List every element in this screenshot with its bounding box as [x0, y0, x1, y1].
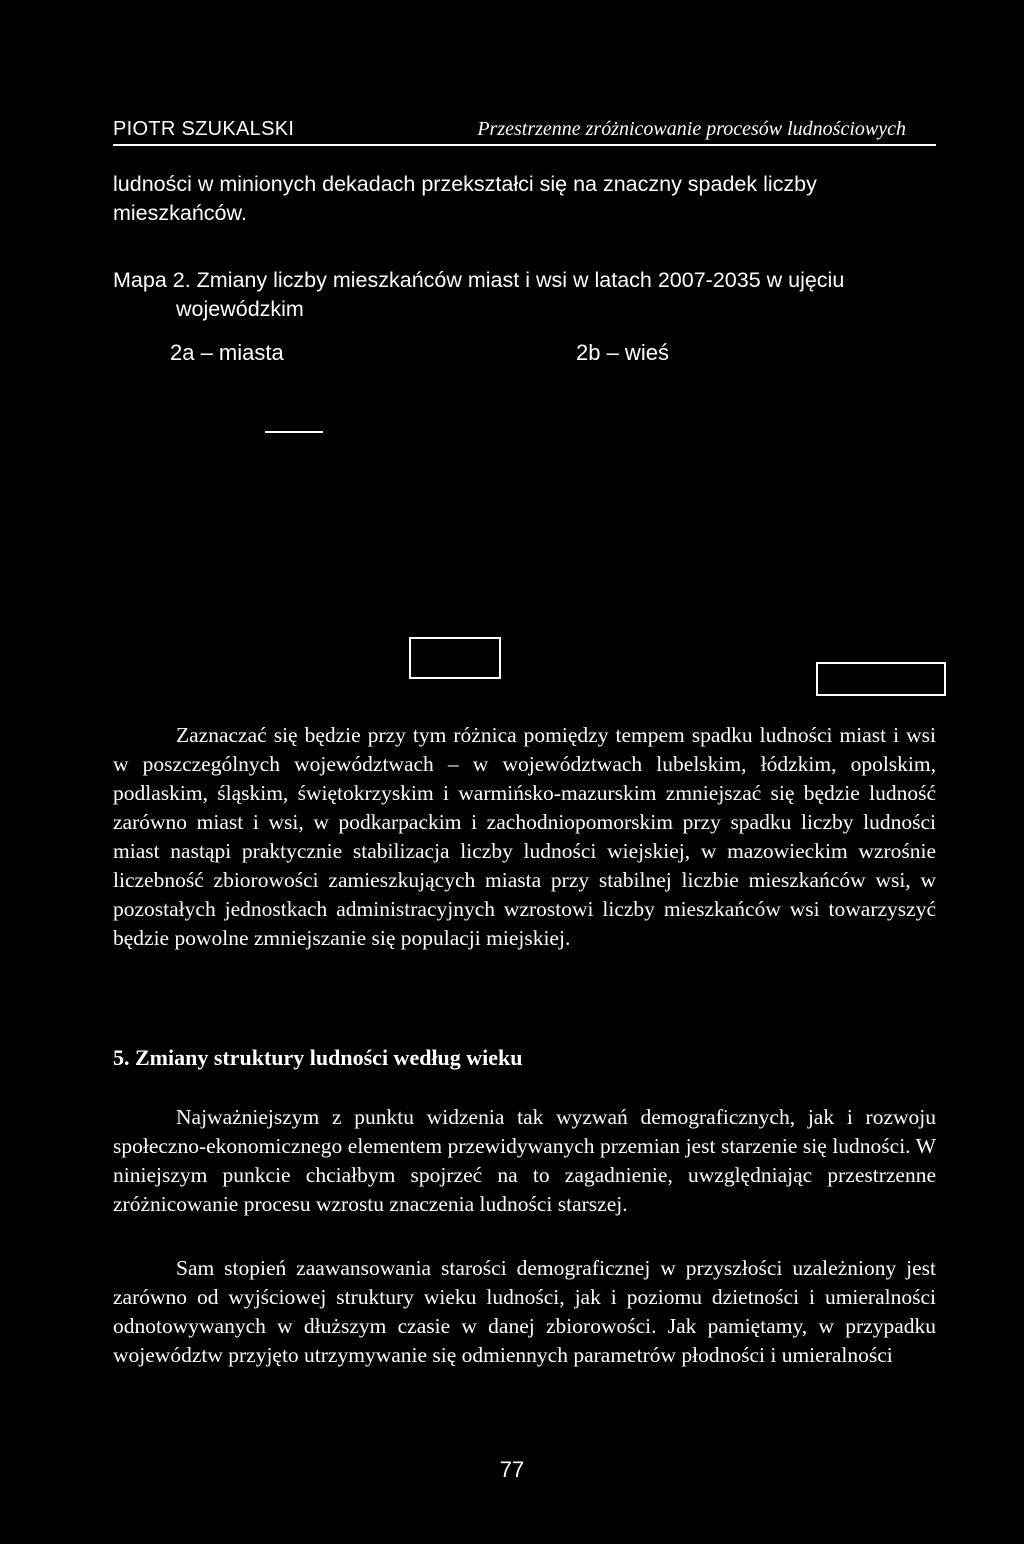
map-caption — [113, 266, 936, 324]
map-caption-line1: Mapa 2. Zmiany liczby mieszkańców miast i wsi w latach 2007-2035 w ujęciu — [113, 268, 845, 292]
header-author: PIOTR SZUKALSKI — [113, 118, 295, 140]
map-figure — [113, 390, 936, 710]
section-paragraph-2: Sam stopień zaawansowania starości demograficznej w przyszłości uzależniony jest zarówno od wyjściowej struktury wieku ludności, jak i poziomu dzietności i umieralności odnotowywanych w dłuższym czasie w danej zbiorowości. Jak pamiętamy, w przypadku województw przyjęto utrzymywanie się odmiennych parametrów płodności i umieralności — [113, 1256, 936, 1367]
map-caption-line2: wojewódzkim — [176, 297, 304, 321]
page-number: 77 — [499, 1457, 525, 1482]
map-label-villages: 2b – wieś — [576, 340, 669, 365]
running-header — [113, 112, 936, 146]
intro-paragraph: ludności w minionych dekadach przekształci się na znaczny spadek liczby mieszkańców. — [113, 172, 817, 225]
map-label-cities: 2a – miasta — [170, 340, 284, 365]
section-paragraph-1: Najważniejszym z punktu widzenia tak wyzwań demograficznych, jak i rozwoju społeczno-ekonomicznego elementem przewidywanych przemian jest starzenie się ludności. W niniejszym punkcie chciałbym spojrzeć na to zagadnienie, uwzględniając przestrzenne zróżnicowanie procesu wzrostu znaczenia ludności starszej. — [113, 1105, 936, 1216]
map-border-fragment — [265, 431, 323, 433]
legend-box-right — [816, 662, 946, 696]
header-running-title: Przestrzenne zróżnicowanie procesów ludnościowych — [477, 118, 906, 140]
section-heading: 5. Zmiany struktury ludności według wieku — [113, 1045, 523, 1070]
body-paragraph: Zaznaczać się będzie przy tym różnica pomiędzy tempem spadku ludności miast i wsi w poszczególnych województwach – w województwach lubelskim, łódzkim, opolskim, podlaskim, śląskim, świętokrzyskim i warmińsko-mazurskim zmniejszać się będzie ludność zarówno miast i wsi, w podkarpackim i zachodniopomorskim przy spadku liczby ludności miast nastąpi praktycznie stabilizacja liczby ludności wiejskiej, w mazowieckim wzrośnie liczebność zbiorowości zamieszkujących miasta przy stabilnej liczbie mieszkańców wsi, w pozostałych jednostkach administracyjnych wzrostowi liczby mieszkańców wsi towarzyszyć będzie powolne zmniejszanie się populacji miejskiej. — [113, 723, 936, 950]
legend-box-left — [409, 637, 501, 679]
